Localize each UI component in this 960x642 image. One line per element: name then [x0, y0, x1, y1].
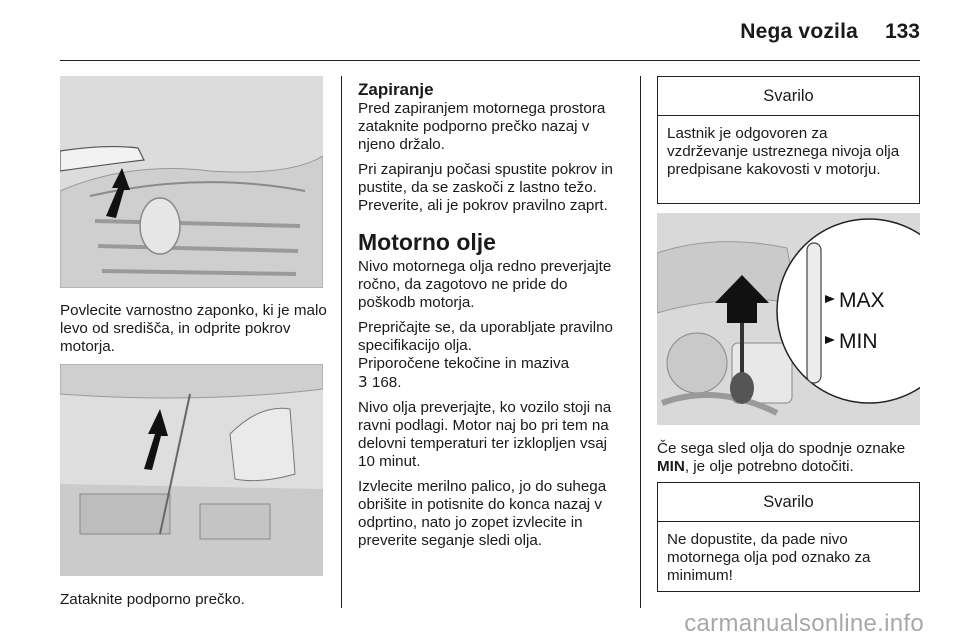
header-rule [60, 60, 920, 61]
watermark: carmanualsonline.info [684, 610, 924, 637]
min-label: MIN [839, 330, 878, 353]
hood-release-illustration [60, 76, 323, 288]
page-ref-arrow-icon: 3 [358, 373, 368, 391]
paragraph-closing-1: Pred zapiranjem motornega prostora zataknite podporno prečko nazaj v njeno držalo. [358, 100, 606, 153]
caption-support-rod: Zataknite podporno prečko. [60, 591, 245, 608]
column-divider-right [640, 76, 641, 608]
warning-text: Ne dopustite, da pade nivo motornega olja pod oznako za minimum! [667, 531, 871, 584]
heading-closing: Zapiranje [358, 80, 434, 99]
paragraph-closing-2: Pri zapiranju počasi spustite pokrov in pustite, da se zaskoči z lastno težo. Preverite, ali je pokrov pravilno zaprt. [358, 161, 613, 214]
warning-box-minimum [657, 482, 920, 592]
heading-engine-oil: Motorno olje [358, 229, 496, 255]
caption-hood-release: Povlecite varnostno zaponko, ki je malo levo od središča, in odprite pokrov motorja. [60, 302, 327, 355]
warning-box-owner [657, 76, 920, 204]
paragraph-oil-level [657, 440, 927, 476]
paragraph-oil-1: Nivo motornega olja redno preverjajte ročno, da zagotovo ne pride do poškodb motorja. [358, 258, 612, 311]
warning-title: Svarilo [658, 483, 919, 522]
max-label: MAX [839, 289, 885, 312]
page-number: 133 [884, 20, 920, 43]
middle-column-text [358, 80, 628, 557]
column-divider-left [341, 76, 342, 608]
paragraph-oil-spec: Prepričajte se, da uporabljate pravilno specifikacijo olja. [358, 319, 613, 354]
figure-hood-release [60, 76, 323, 288]
page-ref-number: 168. [371, 374, 402, 391]
paragraph-oil-level-end: , je olje potrebno dotočiti. [684, 458, 854, 475]
support-rod-illustration [60, 364, 323, 576]
figure-dipstick [657, 213, 920, 425]
page-header-title: Nega vozila [740, 20, 858, 43]
paragraph-oil-recommended: Priporočene tekočine in maziva [358, 355, 570, 372]
paragraph-oil-level-start: Če sega sled olja do spodnje oznake [657, 440, 906, 457]
warning-title: Svarilo [658, 77, 919, 116]
paragraph-dipstick: Izvlecite merilno palico, jo do suhega obrišite in potisnite do konca nazaj v odprtino, nato jo zopet izvlecite in preverite seganje sledi olja. [358, 478, 607, 549]
keyword-min: MIN [657, 458, 685, 475]
cross-reference[interactable] [358, 373, 628, 392]
dipstick-illustration [657, 213, 920, 425]
figure-support-rod [60, 364, 323, 576]
paragraph-oil-check: Nivo olja preverjajte, ko vozilo stoji na ravni podlagi. Motor naj bo pri tem na delovni temperaturi ter izklopljen vsaj 10 minut. [358, 399, 612, 470]
warning-text: Lastnik je odgovoren za vzdrževanje ustreznega nivoja olja predpisane kakovosti v motorju. [667, 125, 900, 178]
